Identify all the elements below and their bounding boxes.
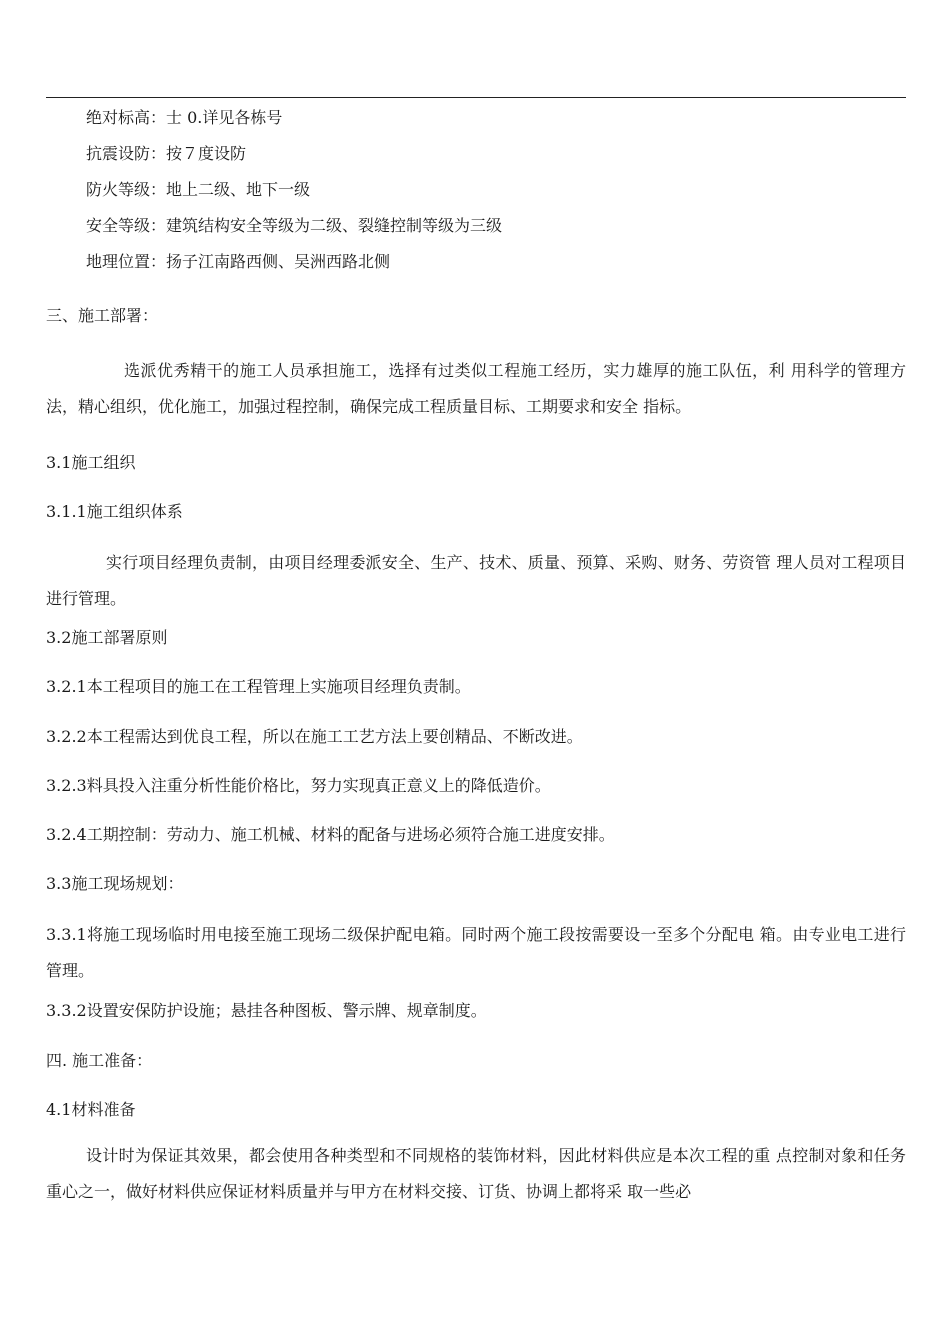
overview-seismic: 抗震设防：按７度设防 [86, 144, 247, 163]
header-rule [46, 97, 906, 98]
text-4-1: 设计时为保证其效果，都会使用各种类型和不同规格的装饰材料，因此材料供应是本次工程的重 点控制对象和任务重心之一，做好材料供应保证材料质量并与甲方在材料交接、订货、协调上都将采 取一些必 [46, 1146, 906, 1201]
overview-location: 地理位置：扬子江南路西侧、吴洲西路北侧 [86, 252, 391, 271]
item-3-2-2: 3.2.2本工程需达到优良工程，所以在施工工艺方法上要创精品、不断改进。 [46, 727, 583, 746]
overview-fire-rating: 防火等级：地上二级、地下一级 [86, 180, 311, 199]
heading-3-1: 3.1施工组织 [46, 453, 136, 472]
heading-3-2: 3.2施工部署原则 [46, 628, 168, 647]
heading-4-1: 4.1材料准备 [46, 1100, 136, 1119]
item-3-2-3: 3.2.3料具投入注重分析性能价格比，努力实现真正意义上的降低造价。 [46, 776, 551, 795]
item-3-2-4: 3.2.4工期控制：劳动力、施工机械、材料的配备与进场必须符合施工进度安排。 [46, 825, 615, 844]
heading-3-3: 3.3施工现场规划： [46, 874, 184, 893]
overview-elevation: 绝对标高：士 0.详见各栋号 [86, 108, 283, 127]
heading-3-1-1: 3.1.1施工组织体系 [46, 502, 183, 521]
item-3-3-1: 3.3.1将施工现场临时用电接至施工现场二级保护配电箱。同时两个施工段按需要设一至多个分配电 箱。由专业电工进行管理。 [46, 925, 906, 980]
overview-safety-grade: 安全等级：建筑结构安全等级为二级、裂缝控制等级为三级 [86, 216, 503, 235]
section-3-intro: 选派优秀精干的施工人员承担施工，选择有过类似工程施工经历，实力雄厚的施工队伍，利 用科学的管理方法，精心组织，优化施工，加强过程控制，确保完成工程质量目标、工期要求和安全 指标。 [46, 361, 906, 416]
section-4-heading: 四. 施工准备： [46, 1051, 153, 1070]
section-3-heading: 三、施工部署： [46, 306, 159, 325]
item-3-3-2: 3.3.2设置安保防护设施；悬挂各种图板、警示牌、规章制度。 [46, 1001, 487, 1020]
item-3-2-1: 3.2.1本工程项目的施工在工程管理上实施项目经理负责制。 [46, 677, 471, 696]
text-3-1-1: 实行项目经理负责制，由项目经理委派安全、生产、技术、质量、预算、采购、财务、劳资管 理人员对工程项目进行管理。 [46, 553, 906, 608]
